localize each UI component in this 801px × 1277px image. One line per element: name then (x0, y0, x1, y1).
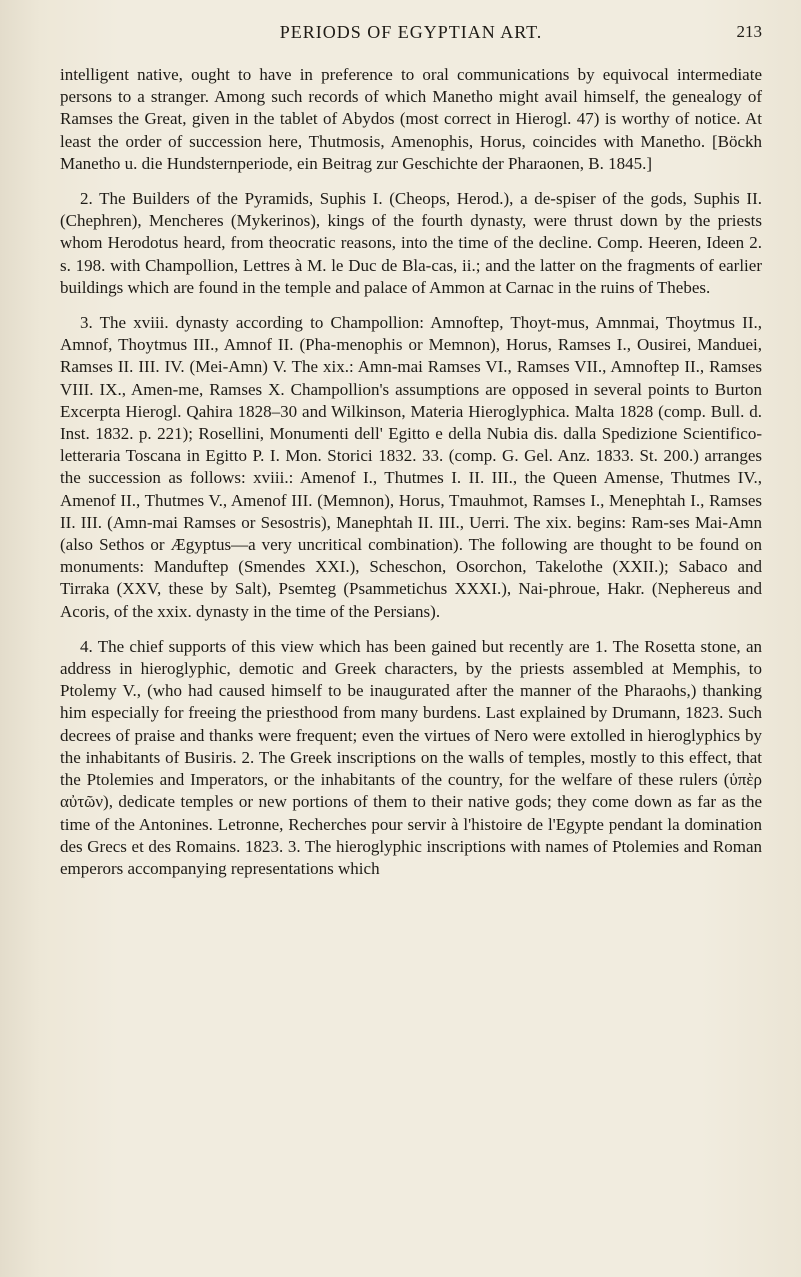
body-text (60, 64, 762, 893)
page-header (60, 22, 762, 46)
paragraph-continuation: intelligent native, ought to have in preference to oral communications by equivocal intermediate persons to a stranger. Among such records of which Manetho might avail himself, the genealogy of Ramses the Great, given in the tablet of Abydos (most correct in Hierogl. 47) is worthy of notice. At least the order of succession here, Thutmosis, Amenophis, Horus, coincides with Manetho. [Böckh Manetho u. die Hundsternperiode, ein Beitrag zur Geschichte der Pharaonen, B. 1845.] (60, 65, 762, 173)
paragraph-4-chief-supports: 4. The chief supports of this view which has been gained but recently are 1. The Rosetta stone, an address in hieroglyphic, demotic and Greek characters, by the priests assembled at Memphis, to Ptolemy V., (who had caused himself to be inaugurated after the manner of the Pharaohs,) thanking him especially for freeing the priesthood from many burdens. Last explained by Drumann, 1823. Such decrees of praise and thanks were frequent; even the virtues of Nero were extolled in hieroglyphics by the inhabitants of Busiris. 2. The Greek inscriptions on the walls of temples, mostly to this effect, that the Ptolemies and Imperators, or the inhabitants of the country, for the welfare of these rulers (ὑπὲρ αὐτῶν), dedicate temples or new portions of them to their native gods; they come down as far as the time of the Antonines. Letronne, Recherches pour servir à l'histoire de l'Egypte pendant la domination des Grecs et des Romains. 1823. 3. The hieroglyphic inscriptions with names of Ptolemies and Roman emperors accompanying representations which (60, 636, 762, 878)
paragraph-2-pyramid-builders: 2. The Builders of the Pyramids, Suphis I. (Cheops, Herod.), a de-spiser of the gods, Suphis II. (Chephren), Mencheres (Mykerinos), kings of the fourth dynasty, were thrust down by the priests whom Herodotus heard, from theocratic reasons, into the time of the decline. Comp. Heeren, Ideen 2. s. 198. with Champollion, Lettres à M. le Duc de Bla-cas, ii.; and the latter on the fragments of earlier buildings which are found in the temple and palace of Ammon at Carnac in the ruins of Thebes. (60, 189, 762, 297)
page-number: 213 (736, 22, 762, 41)
running-title: PERIODS OF EGYPTIAN ART. (279, 22, 543, 42)
paragraph-3-dynasty-xviii: 3. The xviii. dynasty according to Champollion: Amnoftep, Thoyt-mus, Amnmai, Thoytmus II., Amnof, Thoytmus III., Amnof II. (Pha-menophis or Memnon), Horus, Ramses I., Ousirei, Manduei, Ramses II. III. IV. (Mei-Amn) V. The xix.: Amn-mai Ramses VI., Ramses VII., Amnoftep II., Ramses VIII. IX., Amen-me, Ramses X. Champollion's assumptions are opposed in several points to Burton Excerpta Hierogl. Qahira 1828–30 and Wilkinson, Materia Hieroglyphica. Malta 1828 (comp. Bull. d. Inst. 1832. p. 221); Rosellini, Monumenti dell' Egitto e della Nubia dis. dalla Spedizione Scientifico-letteraria Toscana in Egitto P. I. Mon. Storici 1832. 33. (comp. G. Gel. Anz. 1833. St. 200.) arranges the succession as follows: xviii.: Amenof I., Thutmes I. II. III., the Queen Amense, Thutmes IV., Amenof II., Thutmes V., Amenof III. (Memnon), Horus, Tmauhmot, Ramses I., Menephtah I., Ramses II. III. (Amn-mai Ramses or Sesostris), Manephtah II. III., Uerri. The xix. begins: Ram-ses Mai-Amn (also Sethos or Ægyptus—a very uncritical combination). The following are thought to be found on monuments: Manduftep (Smendes XXI.), Scheschon, Osorchon, Takelothe (XXII.); Sabaco and Tirraka (XXV, these by Salt), Psemteg (Psammetichus XXXI.), Nai-phroue, Hakr. (Nephereus and Acoris, of the xxix. dynasty in the time of the Persians). (60, 313, 762, 621)
